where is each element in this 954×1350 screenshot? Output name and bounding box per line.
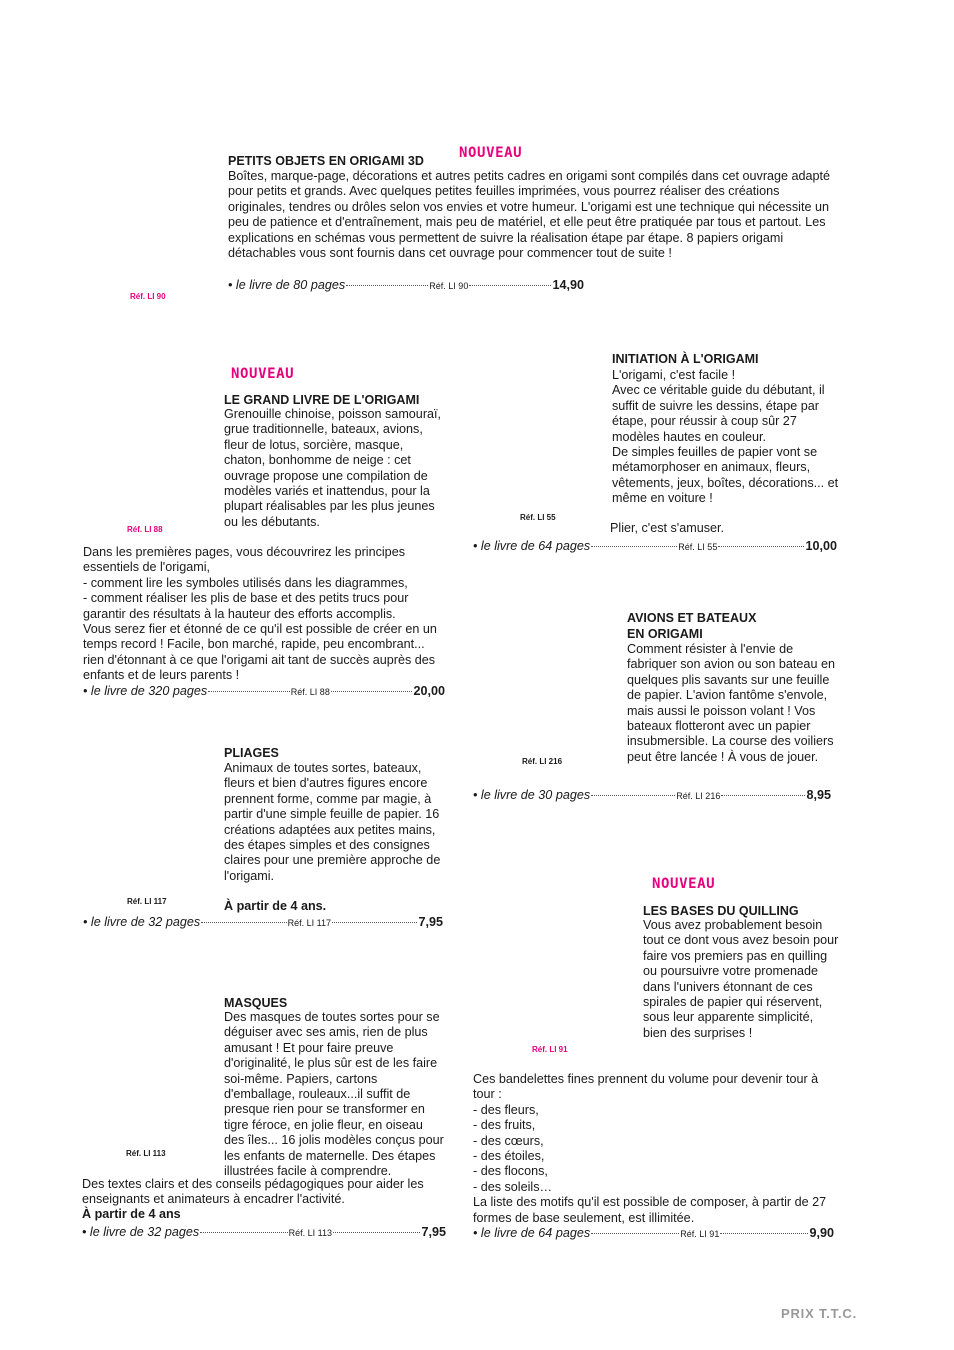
dot-leader <box>346 285 428 286</box>
page-count: • le livre de 32 pages <box>82 1225 200 1239</box>
product-title: AVIONS ET BATEAUX <box>627 611 757 625</box>
page-count: • le livre de 64 pages <box>473 539 591 553</box>
ref-tag: Réf. LI 55 <box>520 513 556 522</box>
ref-tag: Réf. LI 91 <box>532 1045 568 1054</box>
dot-leader <box>720 1233 808 1234</box>
reference: Réf. LI 88 <box>290 687 330 697</box>
product-description: Animaux de toutes sortes, bateaux, fleurs et bien d'autres figures encore prennent forme, comme par magie, à partir d'une simple feuille de papier. 16 créations adaptées aux petites mains, des étapes simples et des consignes claires pour une première approche de l'origami. <box>224 761 441 883</box>
page-count: • le livre de 320 pages <box>83 684 208 698</box>
product-title: LE GRAND LIVRE DE L'ORIGAMI <box>224 393 420 407</box>
age-note: À partir de 4 ans <box>82 1207 181 1221</box>
product-title: PETITS OBJETS EN ORIGAMI 3D <box>228 154 424 168</box>
dot-leader <box>200 1232 287 1233</box>
page-count: • le livre de 64 pages <box>473 1226 591 1240</box>
reference: Réf. LI 91 <box>680 1229 720 1239</box>
price-line <box>83 914 443 931</box>
ref-tag: Réf. LI 113 <box>126 1149 166 1158</box>
nouveau-badge: NOUVEAU <box>459 145 523 161</box>
product-description-extended: Des textes clairs et des conseils pédagogiques pour aider les enseignants et animateurs à encadrer l'activité. <box>82 1177 424 1207</box>
dot-leader <box>332 922 417 923</box>
price-line <box>473 1225 834 1242</box>
footer-price-note: PRIX T.T.C. <box>781 1306 857 1321</box>
price-line <box>82 1224 446 1241</box>
product-description-extended: Dans les premières pages, vous découvrirez les principes essentiels de l'origami, - comment lire les symboles utilisés dans les diagrammes, - comment réaliser les plis de base et des petits trucs pour garantir des résultats à la hauteur des efforts accomplis. Vous serez fier et étonné de ce qu'il est possible de créer en un temps record ! Facile, bon marché, rapide, peu encombrant... rien d'étonnant à ce que l'origami ait tant de succès auprès des enfants et de leurs parents ! <box>83 545 437 683</box>
age-note: À partir de 4 ans. <box>224 899 327 913</box>
dot-leader <box>591 1233 679 1234</box>
nouveau-badge: NOUVEAU <box>652 876 716 892</box>
product-title-line2: EN ORIGAMI <box>627 627 703 641</box>
product-title: LES BASES DU QUILLING <box>643 904 799 918</box>
product-description: Comment résister à l'envie de fabriquer son avion ou son bateau en quelques plis savants sur une feuille de papier. L'avion fantôme s'envole, mais aussi le poisson volant ! Vos bateaux flotteront avec un papier insubmersible. La course des voiliers peut être lancée ! À vous de jouer. <box>627 642 835 764</box>
dot-leader <box>331 691 413 692</box>
product-title: MASQUES <box>224 996 288 1010</box>
price-line <box>83 683 445 700</box>
page-count: • le livre de 30 pages <box>473 788 591 802</box>
product-title: PLIAGES <box>224 746 279 760</box>
product-description: Grenouille chinoise, poisson samouraï, grue traditionnelle, bateaux, avions, fleur de lotus, sorcière, masque, chaton, bonhomme de neige : cet ouvrage propose une compilation de modèles variés et inattendus, pour la plupart réalisables par les plus jeunes ou les débutants. <box>224 407 442 529</box>
dot-leader <box>591 546 677 547</box>
ref-tag: Réf. LI 90 <box>130 292 166 301</box>
price: 9,90 <box>809 1226 834 1240</box>
dot-leader <box>721 795 805 796</box>
dot-leader <box>469 285 551 286</box>
ref-tag: Réf. LI 117 <box>127 897 167 906</box>
ref-tag: Réf. LI 88 <box>127 525 163 534</box>
page-count: • le livre de 32 pages <box>83 915 201 929</box>
price-line <box>228 277 584 294</box>
dot-leader <box>591 795 675 796</box>
reference: Réf. LI 55 <box>678 542 718 552</box>
price-line <box>473 787 831 804</box>
dot-leader <box>208 691 290 692</box>
nouveau-badge: NOUVEAU <box>231 366 295 382</box>
reference: Réf. LI 113 <box>288 1228 332 1238</box>
price: 8,95 <box>806 788 831 802</box>
product-description: Boîtes, marque-page, décorations et autres petits cadres en origami sont compilés dans cet ouvrage adapté pour petits et grands. Avec quelques petites feuilles imprimées, vous pourrez réaliser des créations originales, tendres ou drôles selon vos envies et votre humeur. L'origami est une technique qui nécessite un peu de patience et d'entraînement, mais peu de matériel, et elle peut être pratiquée par tous et partout. Les explications en schémas vous permettent de suivre la réalisation étape par étape. 8 papiers origami détachables vous sont fournis dans cet ouvrage pour commencer tout de suite ! <box>228 169 831 261</box>
price: 7,95 <box>421 1225 446 1239</box>
price: 10,00 <box>805 539 837 553</box>
page-count: • le livre de 80 pages <box>228 278 346 292</box>
reference: Réf. LI 216 <box>676 791 721 801</box>
product-tagline: Plier, c'est s'amuser. <box>610 521 724 535</box>
price: 14,90 <box>552 278 584 292</box>
dot-leader <box>201 922 286 923</box>
product-description: Vous avez probablement besoin tout ce dont vous avez besoin pour faire vos premiers pas en quilling ou poursuivre votre promenade dans l'univers étonnant de ces spirales de papier qui réservent, sous leur apparente simplicité, bien des surprises ! <box>643 918 839 1040</box>
reference: Réf. LI 117 <box>287 918 331 928</box>
ref-tag: Réf. LI 216 <box>522 757 563 766</box>
dot-leader <box>718 546 804 547</box>
product-description: L'origami, c'est facile ! Avec ce véritable guide du débutant, il suffit de suivre les dessins, étape par étape, pour réussir à coup sûr 27 modèles hautes en couleur. De simples feuilles de papier vont se métamorphoser en animaux, fleurs, vêtements, jeux, boîtes, décorations... et même en voiture ! <box>612 368 839 506</box>
product-title: INITIATION À L'ORIGAMI <box>612 352 759 366</box>
product-description-extended: Ces bandelettes fines prennent du volume pour devenir tour à tour : - des fleurs, - des fruits, - des cœurs, - des étoiles, - des flocons, - des soleils… La liste des motifs qu'il est possible de composer, à partir de 27 formes de base seulement, est illimitée. <box>473 1072 827 1225</box>
dot-leader <box>333 1232 420 1233</box>
reference: Réf. LI 90 <box>429 281 469 291</box>
price-line <box>473 538 837 555</box>
product-description: Des masques de toutes sortes pour se déguiser avec ses amis, rien de plus amusant ! Et pour faire preuve d'originalité, le plus sûr est de les faire soi-même. Papiers, cartons d'emballage, rouleaux...il suffit de presque rien pour se transformer en tigre féroce, en jolie fleur, en oiseau des îles... 16 jolis modèles conçus pour les enfants de maternelle. Des étapes illustrées facile à comprendre. <box>224 1010 444 1179</box>
price: 20,00 <box>413 684 445 698</box>
price: 7,95 <box>418 915 443 929</box>
